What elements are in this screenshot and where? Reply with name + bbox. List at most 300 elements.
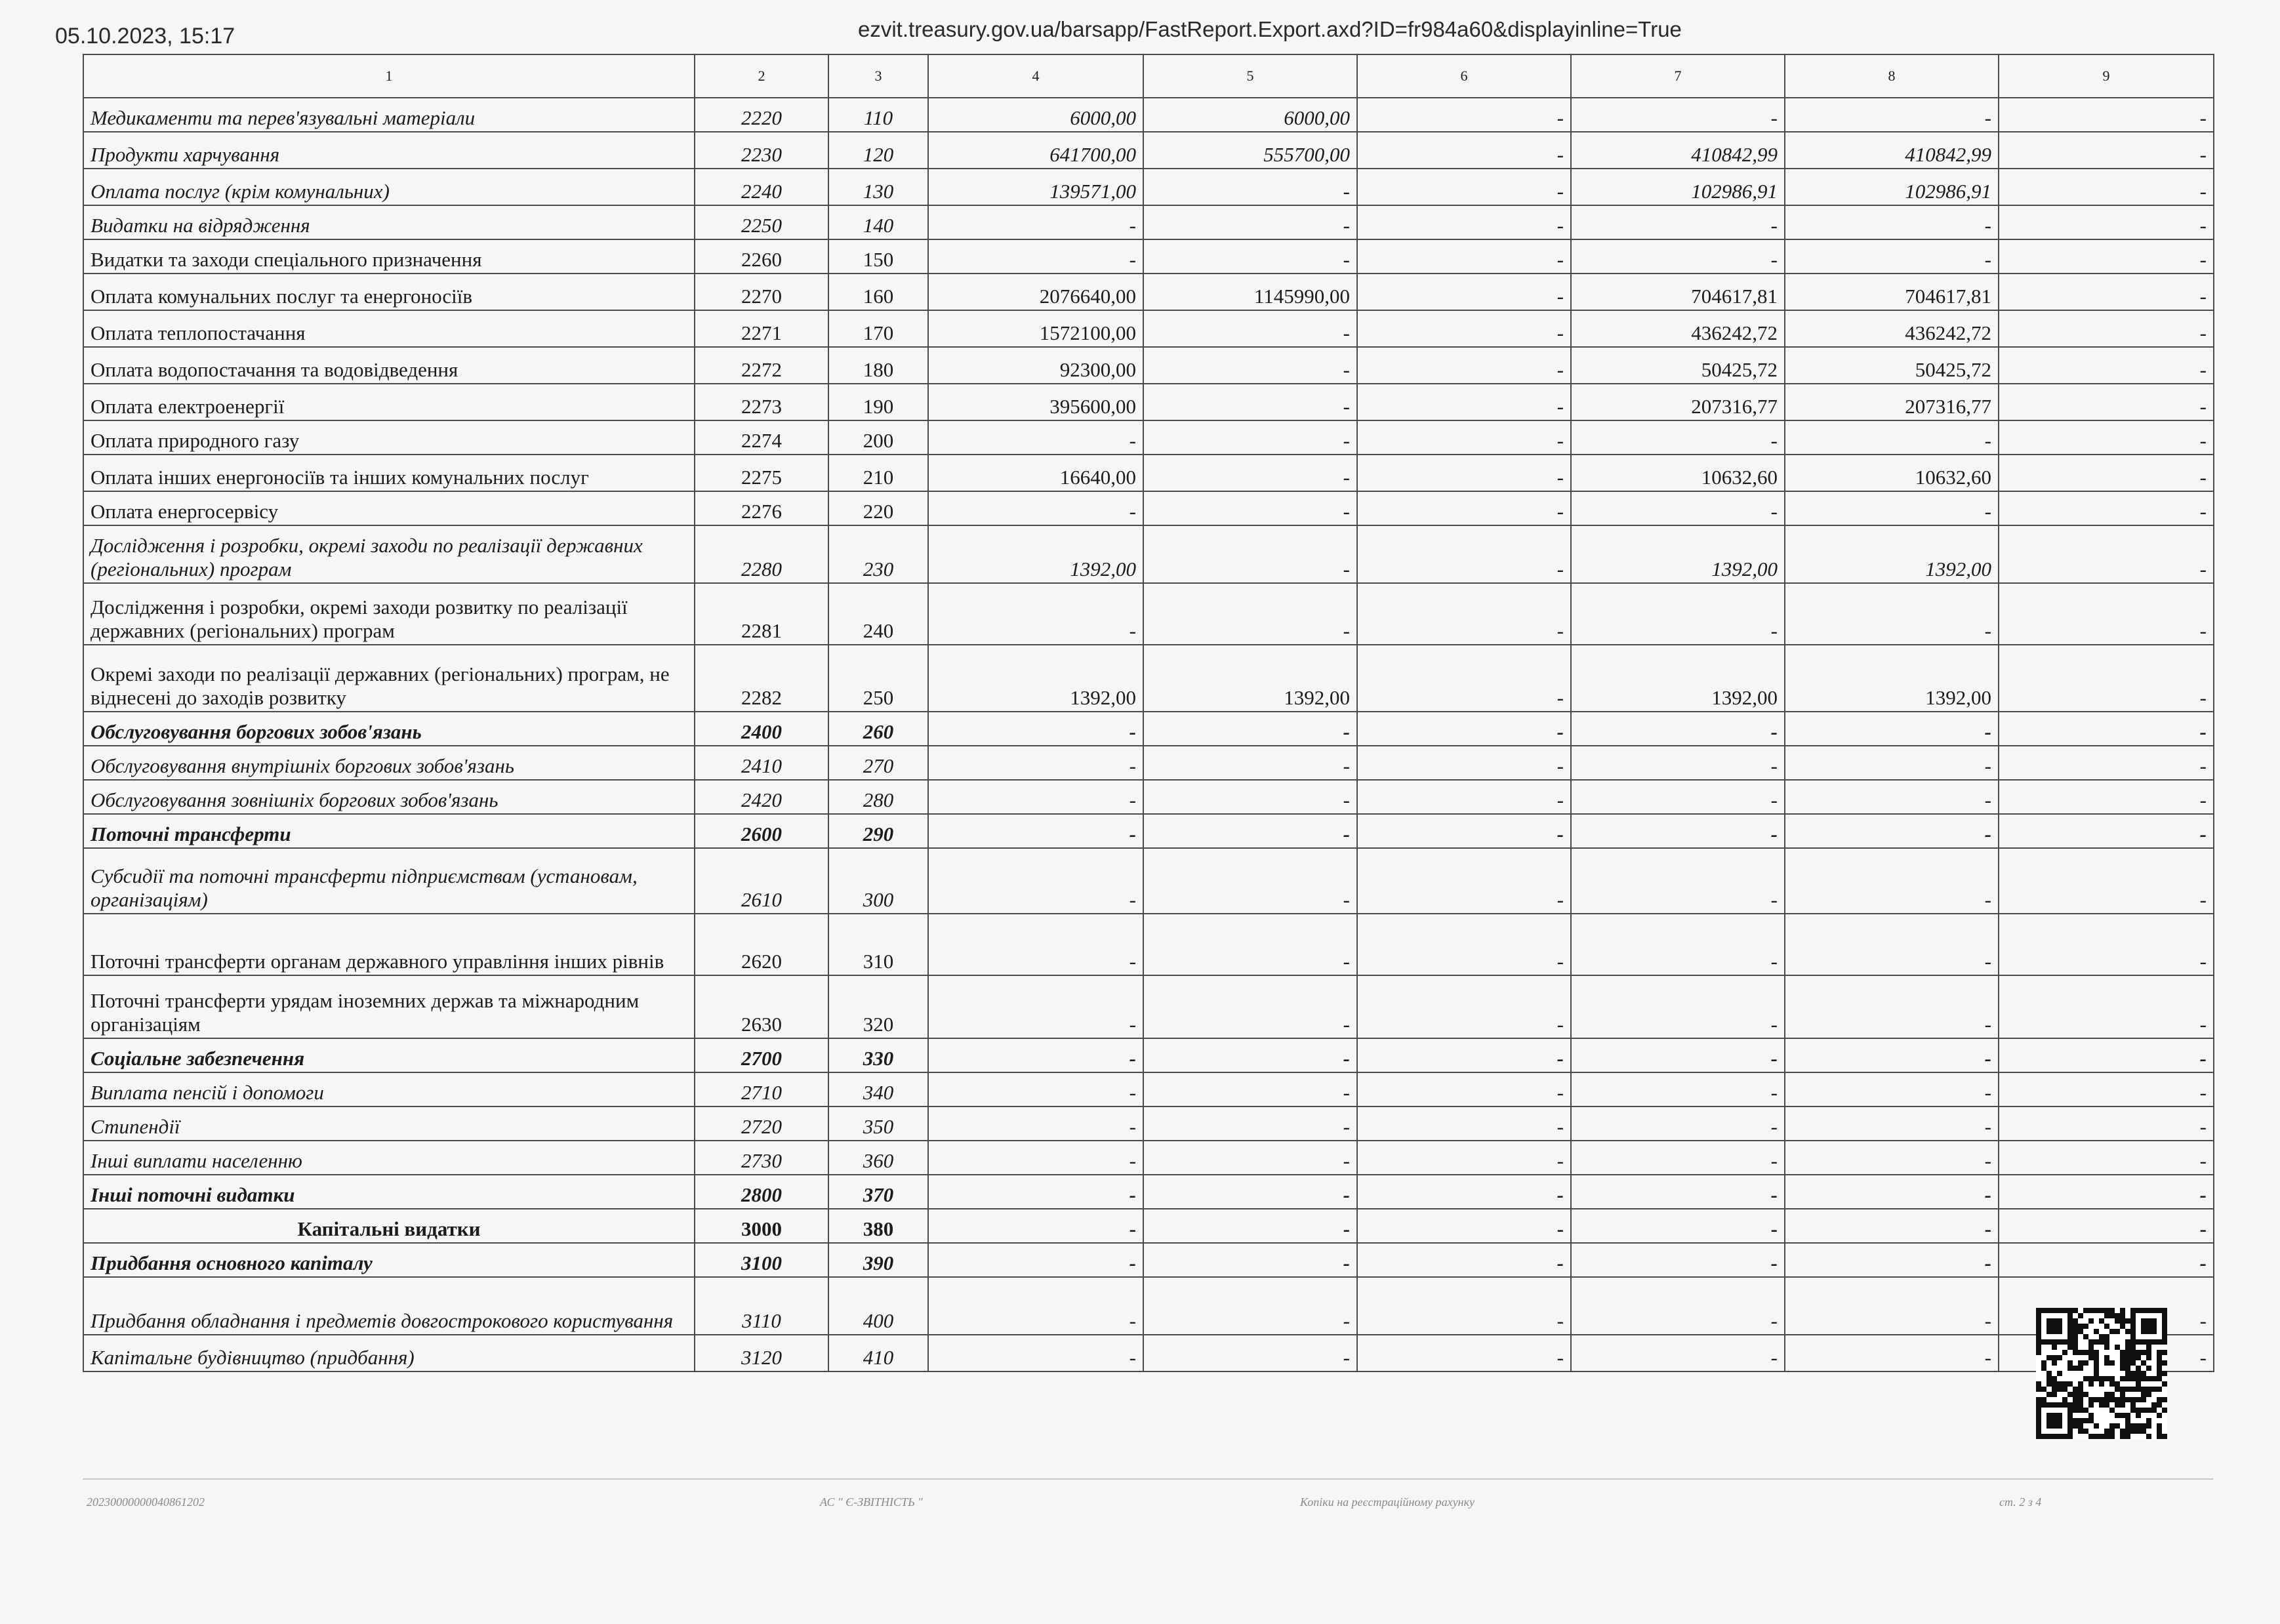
table-row: [83, 814, 2214, 848]
value-col-4: -: [928, 712, 1143, 746]
value-col-9: -: [1999, 1335, 2214, 1371]
value-col-6: -: [1357, 455, 1571, 491]
value-col-9: -: [1999, 98, 2214, 132]
column-number: 2: [695, 54, 828, 98]
table-row: [83, 712, 2214, 746]
row-name: Виплата пенсій і допомоги: [83, 1072, 695, 1106]
value-col-7: 10632,60: [1571, 455, 1785, 491]
row-code: 2270: [695, 274, 828, 310]
row-name: Інші поточні видатки: [83, 1175, 695, 1209]
value-col-5: -: [1143, 1106, 1357, 1141]
value-col-5: -: [1143, 205, 1357, 239]
value-col-6: -: [1357, 1175, 1571, 1209]
footer-note: Копіки на реєстраційному рахунку: [1300, 1495, 1475, 1509]
row-code: 2630: [695, 975, 828, 1038]
value-col-4: 6000,00: [928, 98, 1143, 132]
value-col-7: -: [1571, 1106, 1785, 1141]
value-col-7: 102986,91: [1571, 169, 1785, 205]
value-col-6: -: [1357, 1106, 1571, 1141]
value-col-7: 207316,77: [1571, 384, 1785, 420]
value-col-7: -: [1571, 1072, 1785, 1106]
value-col-6: -: [1357, 1141, 1571, 1175]
row-name: Оплата теплопостачання: [83, 310, 695, 347]
value-col-8: 207316,77: [1785, 384, 1999, 420]
column-number: 1: [83, 54, 695, 98]
row-line-number: 180: [828, 347, 928, 384]
value-col-4: -: [928, 975, 1143, 1038]
table-row: [83, 1072, 2214, 1106]
value-col-8: -: [1785, 712, 1999, 746]
table-row: [83, 98, 2214, 132]
value-col-7: -: [1571, 1277, 1785, 1335]
value-col-4: 395600,00: [928, 384, 1143, 420]
value-col-8: -: [1785, 1175, 1999, 1209]
value-col-6: -: [1357, 239, 1571, 274]
value-col-5: -: [1143, 239, 1357, 274]
value-col-8: 410842,99: [1785, 132, 1999, 169]
row-code: 3110: [695, 1277, 828, 1335]
row-name: Стипендії: [83, 1106, 695, 1141]
value-col-5: 1392,00: [1143, 645, 1357, 712]
row-code: 2420: [695, 780, 828, 814]
row-code: 2720: [695, 1106, 828, 1141]
table-row: [83, 310, 2214, 347]
row-line-number: 270: [828, 746, 928, 780]
value-col-8: -: [1785, 1038, 1999, 1072]
value-col-4: -: [928, 239, 1143, 274]
value-col-6: -: [1357, 491, 1571, 525]
row-line-number: 220: [828, 491, 928, 525]
value-col-5: -: [1143, 1175, 1357, 1209]
column-number: 4: [928, 54, 1143, 98]
row-name: Дослідження і розробки, окремі заходи по реалізації державних (регіональних) програм: [83, 525, 695, 583]
row-line-number: 140: [828, 205, 928, 239]
table-row: [83, 132, 2214, 169]
value-col-9: -: [1999, 583, 2214, 645]
row-code: 2410: [695, 746, 828, 780]
row-name: Капітальне будівництво (придбання): [83, 1335, 695, 1371]
value-col-8: -: [1785, 1243, 1999, 1277]
value-col-4: -: [928, 814, 1143, 848]
value-col-5: -: [1143, 455, 1357, 491]
row-name: Оплата інших енергоносіїв та інших комунальних послуг: [83, 455, 695, 491]
value-col-4: 92300,00: [928, 347, 1143, 384]
row-name: Окремі заходи по реалізації державних (регіональних) програм, не віднесені до заходів розвитку: [83, 645, 695, 712]
value-col-5: 6000,00: [1143, 98, 1357, 132]
row-line-number: 110: [828, 98, 928, 132]
table-row: [83, 347, 2214, 384]
row-code: 2700: [695, 1038, 828, 1072]
table-row: [83, 525, 2214, 583]
value-col-4: -: [928, 1335, 1143, 1371]
row-code: 2276: [695, 491, 828, 525]
value-col-8: -: [1785, 420, 1999, 455]
value-col-9: -: [1999, 746, 2214, 780]
value-col-9: -: [1999, 1175, 2214, 1209]
value-col-9: -: [1999, 169, 2214, 205]
value-col-7: -: [1571, 98, 1785, 132]
row-code: 2220: [695, 98, 828, 132]
column-number: 3: [828, 54, 928, 98]
value-col-7: -: [1571, 583, 1785, 645]
table-row: [83, 1335, 2214, 1371]
row-line-number: 390: [828, 1243, 928, 1277]
table-row: [83, 1106, 2214, 1141]
value-col-8: -: [1785, 1209, 1999, 1243]
value-col-5: -: [1143, 583, 1357, 645]
value-col-9: -: [1999, 239, 2214, 274]
value-col-5: -: [1143, 848, 1357, 914]
value-col-9: -: [1999, 814, 2214, 848]
value-col-5: -: [1143, 169, 1357, 205]
value-col-8: 1392,00: [1785, 525, 1999, 583]
row-code: 2260: [695, 239, 828, 274]
value-col-8: -: [1785, 1141, 1999, 1175]
value-col-9: -: [1999, 455, 2214, 491]
row-name: Продукти харчування: [83, 132, 695, 169]
row-name: Оплата електроенергії: [83, 384, 695, 420]
row-code: 2610: [695, 848, 828, 914]
row-code: 2600: [695, 814, 828, 848]
value-col-7: -: [1571, 814, 1785, 848]
value-col-4: -: [928, 1209, 1143, 1243]
value-col-5: -: [1143, 780, 1357, 814]
value-col-9: -: [1999, 347, 2214, 384]
row-line-number: 230: [828, 525, 928, 583]
row-code: 2800: [695, 1175, 828, 1209]
value-col-5: -: [1143, 746, 1357, 780]
value-col-9: -: [1999, 1072, 2214, 1106]
row-name: Обслуговування зовнішніх боргових зобов'язань: [83, 780, 695, 814]
row-name: Придбання обладнання і предметів довгострокового користування: [83, 1277, 695, 1335]
value-col-8: 102986,91: [1785, 169, 1999, 205]
value-col-5: -: [1143, 1277, 1357, 1335]
row-line-number: 120: [828, 132, 928, 169]
value-col-9: -: [1999, 384, 2214, 420]
row-line-number: 370: [828, 1175, 928, 1209]
row-code: 2620: [695, 914, 828, 975]
value-col-7: -: [1571, 780, 1785, 814]
row-name: Оплата природного газу: [83, 420, 695, 455]
table-row: [83, 420, 2214, 455]
row-code: 3100: [695, 1243, 828, 1277]
value-col-8: -: [1785, 1106, 1999, 1141]
value-col-6: -: [1357, 746, 1571, 780]
column-number: 8: [1785, 54, 1999, 98]
row-line-number: 280: [828, 780, 928, 814]
row-name: Оплата водопостачання та водовідведення: [83, 347, 695, 384]
value-col-4: 1392,00: [928, 525, 1143, 583]
value-col-6: -: [1357, 205, 1571, 239]
row-name: Субсидії та поточні трансферти підприємствам (установам, організаціям): [83, 848, 695, 914]
value-col-5: 555700,00: [1143, 132, 1357, 169]
value-col-7: -: [1571, 205, 1785, 239]
value-col-9: -: [1999, 1141, 2214, 1175]
value-col-5: -: [1143, 1072, 1357, 1106]
value-col-7: -: [1571, 746, 1785, 780]
value-col-4: -: [928, 420, 1143, 455]
value-col-5: -: [1143, 491, 1357, 525]
value-col-7: -: [1571, 914, 1785, 975]
row-code: 2710: [695, 1072, 828, 1106]
value-col-9: -: [1999, 1277, 2214, 1335]
value-col-4: -: [928, 583, 1143, 645]
value-col-5: -: [1143, 1141, 1357, 1175]
value-col-7: 50425,72: [1571, 347, 1785, 384]
row-code: 2400: [695, 712, 828, 746]
table-row: [83, 455, 2214, 491]
value-col-8: -: [1785, 814, 1999, 848]
value-col-4: -: [928, 746, 1143, 780]
footer-doc-id: 20230000000040861202: [87, 1495, 205, 1509]
value-col-8: 704617,81: [1785, 274, 1999, 310]
value-col-5: -: [1143, 712, 1357, 746]
row-name: Соціальне забезпечення: [83, 1038, 695, 1072]
value-col-7: 704617,81: [1571, 274, 1785, 310]
value-col-8: 10632,60: [1785, 455, 1999, 491]
value-col-7: -: [1571, 712, 1785, 746]
column-number: 5: [1143, 54, 1357, 98]
value-col-5: -: [1143, 1209, 1357, 1243]
table-row: [83, 1038, 2214, 1072]
value-col-5: -: [1143, 310, 1357, 347]
value-col-9: -: [1999, 1106, 2214, 1141]
value-col-8: -: [1785, 914, 1999, 975]
footer-divider: [83, 1478, 2213, 1480]
table-row: [83, 1209, 2214, 1243]
row-code: 2240: [695, 169, 828, 205]
row-line-number: 290: [828, 814, 928, 848]
value-col-4: -: [928, 780, 1143, 814]
value-col-9: -: [1999, 205, 2214, 239]
row-line-number: 400: [828, 1277, 928, 1335]
table-row: [83, 384, 2214, 420]
value-col-5: -: [1143, 1243, 1357, 1277]
value-col-8: 1392,00: [1785, 645, 1999, 712]
row-line-number: 410: [828, 1335, 928, 1371]
value-col-5: -: [1143, 1038, 1357, 1072]
row-code: 2274: [695, 420, 828, 455]
value-col-9: -: [1999, 525, 2214, 583]
value-col-7: -: [1571, 491, 1785, 525]
value-col-7: -: [1571, 1175, 1785, 1209]
value-col-8: -: [1785, 975, 1999, 1038]
row-name: Видатки та заходи спеціального призначення: [83, 239, 695, 274]
value-col-6: -: [1357, 780, 1571, 814]
value-col-8: -: [1785, 98, 1999, 132]
row-line-number: 320: [828, 975, 928, 1038]
value-col-6: -: [1357, 132, 1571, 169]
value-col-6: -: [1357, 347, 1571, 384]
value-col-4: 139571,00: [928, 169, 1143, 205]
value-col-6: -: [1357, 1277, 1571, 1335]
row-name: Оплата комунальних послуг та енергоносіїв: [83, 274, 695, 310]
table-row: [83, 848, 2214, 914]
value-col-9: -: [1999, 975, 2214, 1038]
value-col-6: -: [1357, 1072, 1571, 1106]
table-row: [83, 914, 2214, 975]
value-col-8: -: [1785, 746, 1999, 780]
table-row: [83, 645, 2214, 712]
value-col-8: 50425,72: [1785, 347, 1999, 384]
value-col-6: -: [1357, 814, 1571, 848]
value-col-9: -: [1999, 712, 2214, 746]
value-col-7: -: [1571, 975, 1785, 1038]
row-name: Оплата послуг (крім комунальних): [83, 169, 695, 205]
value-col-4: 1392,00: [928, 645, 1143, 712]
row-line-number: 380: [828, 1209, 928, 1243]
value-col-8: -: [1785, 583, 1999, 645]
value-col-6: -: [1357, 645, 1571, 712]
row-name: Обслуговування внутрішніх боргових зобов'язань: [83, 746, 695, 780]
row-line-number: 260: [828, 712, 928, 746]
value-col-9: -: [1999, 1243, 2214, 1277]
table-row: [83, 746, 2214, 780]
table-row: [83, 1175, 2214, 1209]
row-line-number: 170: [828, 310, 928, 347]
value-col-6: -: [1357, 1243, 1571, 1277]
value-col-7: -: [1571, 1335, 1785, 1371]
row-code: 2280: [695, 525, 828, 583]
value-col-7: 410842,99: [1571, 132, 1785, 169]
qr-code: [2036, 1308, 2167, 1439]
row-name: Капітальні видатки: [83, 1209, 695, 1243]
value-col-6: -: [1357, 420, 1571, 455]
table-row: [83, 205, 2214, 239]
value-col-4: -: [928, 848, 1143, 914]
value-col-9: -: [1999, 274, 2214, 310]
column-number: 7: [1571, 54, 1785, 98]
value-col-5: -: [1143, 814, 1357, 848]
value-col-5: 1145990,00: [1143, 274, 1357, 310]
value-col-8: -: [1785, 1072, 1999, 1106]
table-row: [83, 169, 2214, 205]
row-line-number: 210: [828, 455, 928, 491]
value-col-7: -: [1571, 848, 1785, 914]
row-name: Поточні трансферти: [83, 814, 695, 848]
row-code: 2250: [695, 205, 828, 239]
value-col-4: -: [928, 1175, 1143, 1209]
row-code: 2275: [695, 455, 828, 491]
value-col-5: -: [1143, 975, 1357, 1038]
row-name: Медикаменти та перев'язувальні матеріали: [83, 98, 695, 132]
row-line-number: 360: [828, 1141, 928, 1175]
value-col-7: 436242,72: [1571, 310, 1785, 347]
table-row: [83, 975, 2214, 1038]
value-col-6: -: [1357, 975, 1571, 1038]
value-col-9: -: [1999, 1209, 2214, 1243]
value-col-8: 436242,72: [1785, 310, 1999, 347]
row-line-number: 300: [828, 848, 928, 914]
value-col-7: 1392,00: [1571, 525, 1785, 583]
value-col-9: -: [1999, 645, 2214, 712]
value-col-8: -: [1785, 491, 1999, 525]
value-col-4: -: [928, 1141, 1143, 1175]
row-line-number: 350: [828, 1106, 928, 1141]
value-col-4: -: [928, 914, 1143, 975]
row-name: Інші виплати населенню: [83, 1141, 695, 1175]
table-row: [83, 1243, 2214, 1277]
value-col-8: -: [1785, 1335, 1999, 1371]
value-col-6: -: [1357, 583, 1571, 645]
value-col-9: -: [1999, 491, 2214, 525]
value-col-9: -: [1999, 132, 2214, 169]
row-line-number: 160: [828, 274, 928, 310]
value-col-8: -: [1785, 848, 1999, 914]
value-col-6: -: [1357, 848, 1571, 914]
value-col-6: -: [1357, 169, 1571, 205]
value-col-4: -: [928, 491, 1143, 525]
row-name: Поточні трансферти органам державного управління інших рівнів: [83, 914, 695, 975]
value-col-6: -: [1357, 1038, 1571, 1072]
row-name: Придбання основного капіталу: [83, 1243, 695, 1277]
value-col-6: -: [1357, 914, 1571, 975]
value-col-5: -: [1143, 420, 1357, 455]
page-url: ezvit.treasury.gov.ua/barsapp/FastReport.Export.axd?ID=fr984a60&displayinline=True: [858, 17, 1682, 41]
value-col-7: -: [1571, 1209, 1785, 1243]
row-code: 2271: [695, 310, 828, 347]
value-col-9: -: [1999, 848, 2214, 914]
value-col-8: -: [1785, 780, 1999, 814]
row-code: 2273: [695, 384, 828, 420]
value-col-4: 1572100,00: [928, 310, 1143, 347]
value-col-8: -: [1785, 239, 1999, 274]
value-col-4: 16640,00: [928, 455, 1143, 491]
row-code: 2272: [695, 347, 828, 384]
value-col-8: -: [1785, 1277, 1999, 1335]
value-col-9: -: [1999, 420, 2214, 455]
table-row: [83, 274, 2214, 310]
value-col-4: -: [928, 205, 1143, 239]
value-col-4: -: [928, 1106, 1143, 1141]
row-line-number: 190: [828, 384, 928, 420]
value-col-6: -: [1357, 525, 1571, 583]
row-name: Оплата енергосервісу: [83, 491, 695, 525]
value-col-7: -: [1571, 239, 1785, 274]
row-line-number: 200: [828, 420, 928, 455]
value-col-4: -: [928, 1038, 1143, 1072]
value-col-6: -: [1357, 712, 1571, 746]
value-col-5: -: [1143, 914, 1357, 975]
row-name: Обслуговування боргових зобов'язань: [83, 712, 695, 746]
column-number-row: [83, 54, 2214, 98]
row-line-number: 150: [828, 239, 928, 274]
value-col-5: -: [1143, 525, 1357, 583]
row-line-number: 130: [828, 169, 928, 205]
value-col-5: -: [1143, 384, 1357, 420]
table-row: [83, 491, 2214, 525]
table-row: [83, 1141, 2214, 1175]
value-col-7: 1392,00: [1571, 645, 1785, 712]
value-col-7: -: [1571, 1141, 1785, 1175]
value-col-5: -: [1143, 1335, 1357, 1371]
row-code: 2230: [695, 132, 828, 169]
value-col-6: -: [1357, 1209, 1571, 1243]
row-name: Поточні трансферти урядам іноземних держав та міжнародним організаціям: [83, 975, 695, 1038]
value-col-4: -: [928, 1072, 1143, 1106]
table-row: [83, 583, 2214, 645]
expenditure-table: [83, 54, 2214, 1372]
row-line-number: 340: [828, 1072, 928, 1106]
value-col-4: 641700,00: [928, 132, 1143, 169]
row-code: 2281: [695, 583, 828, 645]
value-col-7: -: [1571, 420, 1785, 455]
value-col-6: -: [1357, 98, 1571, 132]
value-col-4: -: [928, 1243, 1143, 1277]
row-name: Дослідження і розробки, окремі заходи розвитку по реалізації державних (регіональних) програм: [83, 583, 695, 645]
column-number: 6: [1357, 54, 1571, 98]
value-col-4: 2076640,00: [928, 274, 1143, 310]
